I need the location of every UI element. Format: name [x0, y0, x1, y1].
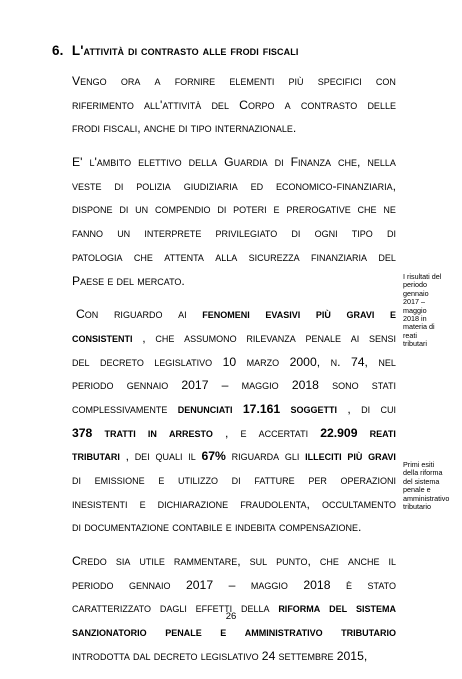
word: di: [217, 202, 227, 217]
word: in: [147, 425, 157, 440]
paragraph: [72, 70, 396, 141]
word: dal: [133, 648, 151, 663]
section-number: 6.: [52, 43, 64, 58]
word: legislativo: [154, 354, 213, 369]
word: elettivo: [138, 155, 182, 170]
word: decreto: [99, 354, 144, 369]
paragraph: [72, 550, 396, 668]
word: n.: [330, 354, 341, 369]
text-line: [72, 550, 396, 574]
word: 17.161: [242, 401, 281, 416]
word: quali: [155, 449, 183, 464]
word: di: [178, 121, 188, 136]
word: gravi: [346, 307, 375, 322]
word: di: [72, 473, 81, 487]
word: indebita: [234, 520, 276, 535]
word: ,: [224, 425, 229, 440]
word: elementi: [229, 74, 275, 88]
word: di: [119, 202, 129, 217]
word: 2017: [186, 577, 214, 592]
word: gravi: [368, 449, 396, 464]
word: ,: [347, 401, 351, 416]
word: gennaio: [126, 378, 169, 393]
word: settembre: [278, 648, 334, 663]
word: dispone: [72, 202, 113, 217]
word: maggio: [241, 378, 279, 393]
word: del: [378, 249, 396, 264]
word: periodo: [72, 378, 114, 393]
word: evasivi: [265, 307, 301, 322]
word: contabile: [172, 520, 223, 535]
word: l'ambito: [89, 155, 132, 170]
side-note-line: tributario: [403, 502, 431, 512]
word: nel: [378, 354, 396, 369]
word: inesistenti: [72, 496, 128, 511]
word: reati: [369, 425, 396, 440]
word: del: [116, 273, 135, 288]
side-note-reati-tributari: [403, 273, 461, 349]
side-note-line: maggio: [403, 305, 427, 315]
word: poteri: [233, 202, 267, 217]
word: dagli: [159, 601, 187, 616]
text-line: [72, 270, 396, 294]
word: ,: [125, 449, 129, 464]
word: ed: [250, 178, 264, 193]
word: Vengo: [72, 74, 107, 88]
text-line: [72, 493, 396, 517]
word: di: [291, 226, 301, 241]
word: è: [345, 577, 352, 592]
text-line: [72, 469, 396, 493]
word: di: [386, 226, 396, 241]
side-note-line: gennaio: [403, 288, 429, 298]
word: e: [225, 520, 232, 535]
word: accertati: [258, 425, 309, 440]
word: frodi: [72, 121, 100, 136]
page-number: 26: [225, 611, 237, 622]
word: ai: [178, 307, 187, 322]
word: tributario: [341, 625, 396, 640]
word: privilegiato: [215, 226, 278, 241]
word: 2015,: [336, 648, 368, 663]
word: giudiziaria: [183, 178, 238, 193]
word: di: [361, 401, 371, 416]
paragraph: [72, 151, 396, 293]
word: veste: [72, 178, 102, 193]
word: decreto: [153, 648, 198, 663]
word: sistema: [355, 601, 396, 616]
word: 2017: [181, 378, 209, 393]
word: e: [389, 307, 396, 322]
word: fenomeni: [202, 307, 250, 322]
word: patologia: [72, 249, 123, 264]
word: fanno: [72, 226, 104, 241]
word: di: [231, 473, 241, 487]
word: –: [221, 378, 229, 393]
word: compendio: [155, 202, 211, 217]
word: 67%: [201, 449, 226, 464]
side-note-line: materia di: [403, 322, 435, 332]
word: di: [274, 155, 284, 170]
word: effetti: [195, 601, 233, 616]
paragraph: [72, 303, 396, 540]
section-title: L'attività di contrasto alle frodi fiscali: [71, 43, 299, 58]
word: sul: [249, 554, 268, 569]
word: introdotta: [72, 648, 130, 663]
word: riguarda: [231, 449, 280, 464]
word: 22.909: [320, 425, 358, 440]
section-heading: [52, 43, 298, 58]
word: rilevanza: [246, 330, 296, 345]
word: denunciati: [177, 401, 233, 416]
word: per: [308, 473, 327, 487]
word: anche: [347, 554, 380, 569]
text-line: [72, 175, 396, 199]
text-line: [72, 516, 396, 540]
word: più: [347, 449, 363, 464]
word: 378: [72, 425, 93, 440]
text-line: [72, 374, 396, 398]
word: più: [288, 74, 304, 88]
word: del: [329, 601, 348, 616]
text-line: [72, 117, 396, 141]
word: contrasto: [300, 97, 358, 112]
word: caratterizzato: [72, 601, 152, 616]
word: economico-finanziaria,: [276, 178, 396, 193]
text-line: [72, 94, 396, 118]
word: specifici: [317, 74, 362, 88]
word: e: [240, 425, 247, 440]
word: e: [107, 273, 114, 288]
word: fatture: [254, 473, 295, 487]
word: ,: [142, 330, 146, 345]
word: soggetti: [290, 401, 338, 416]
word: tipo: [190, 121, 212, 136]
word: a: [154, 74, 161, 88]
word: ogni: [314, 226, 338, 241]
word: gennaio: [129, 577, 171, 592]
word: utile: [139, 554, 165, 569]
word: della: [188, 155, 218, 170]
word: compensazione.: [278, 520, 362, 535]
word: illeciti: [305, 449, 342, 464]
word: consistenti: [72, 330, 133, 345]
word: legislativo: [200, 648, 259, 663]
text-line: [72, 222, 396, 246]
word: ne: [383, 202, 396, 217]
word: Paese: [72, 273, 105, 288]
word: e: [273, 202, 280, 217]
word: periodo: [72, 577, 114, 592]
word: sicurezza: [248, 249, 300, 264]
side-note-line: penale e: [403, 485, 431, 495]
word: internazionale.: [214, 121, 297, 136]
word: penale: [165, 625, 202, 640]
word: di: [72, 520, 81, 535]
word: nella: [367, 155, 396, 170]
word: arresto: [169, 425, 213, 440]
word: mercato.: [137, 273, 185, 288]
word: il: [388, 554, 396, 569]
word: riforma: [278, 601, 321, 616]
side-note-line: 2018 in: [403, 314, 427, 324]
word: riferimento: [72, 97, 134, 112]
word: attenta: [164, 249, 204, 264]
word: prerogative: [286, 202, 351, 217]
word: Finanza: [290, 155, 332, 170]
word: operazioni: [340, 473, 396, 487]
side-note-line: del sistema: [403, 476, 440, 486]
word: tributari: [72, 449, 120, 464]
word: che,: [338, 155, 361, 170]
word: che: [319, 554, 339, 569]
word: e: [220, 625, 227, 640]
word: del: [72, 354, 90, 369]
side-note-line: reati: [403, 330, 417, 340]
word: che: [155, 330, 175, 345]
word: interprete: [144, 226, 202, 241]
word: Guardia: [224, 155, 268, 170]
word: marzo: [246, 354, 280, 369]
word: stati: [371, 378, 396, 393]
side-note-line: amministrativo: [403, 493, 450, 503]
word: del: [211, 97, 229, 112]
word: di: [114, 178, 124, 193]
side-note-line: I risultati del: [403, 272, 442, 281]
word: maggio: [250, 577, 288, 592]
word: della: [240, 601, 270, 616]
word: polizia: [136, 178, 171, 193]
word: tipo: [351, 226, 373, 241]
text-line: [72, 151, 396, 175]
word: e: [158, 473, 165, 487]
word: Credo: [72, 554, 107, 569]
word: sensi: [368, 330, 396, 345]
word: ora: [120, 74, 141, 88]
word: anche: [143, 121, 176, 136]
word: che: [133, 249, 153, 264]
word: sono: [332, 378, 359, 393]
word: fornire: [174, 74, 216, 88]
text-line: [72, 198, 396, 222]
word: un: [117, 226, 131, 241]
text-line: [72, 445, 396, 469]
word: fraudolenta,: [240, 496, 310, 511]
word: finanziaria: [311, 249, 368, 264]
word: complessivamente: [72, 401, 168, 416]
side-note-line: tributari: [403, 339, 427, 349]
side-note-line: periodo: [403, 280, 427, 290]
word: occultamento: [321, 496, 396, 511]
word: assumono: [184, 330, 237, 345]
word: e: [139, 496, 146, 511]
word: penale: [305, 330, 341, 345]
word: 2018: [303, 577, 331, 592]
word: il: [188, 449, 196, 464]
word: –: [228, 577, 236, 592]
word: a: [284, 97, 291, 112]
word: 74,: [350, 354, 368, 369]
word: documentazione: [84, 520, 170, 535]
word: all'attività: [144, 97, 202, 112]
word: alla: [215, 249, 238, 264]
word: cui: [380, 401, 396, 416]
side-note-line: della riforma: [403, 468, 443, 478]
word: delle: [367, 97, 396, 112]
word: amministrativo: [244, 625, 323, 640]
text-line: [72, 422, 396, 446]
text-line: [72, 246, 396, 270]
text-line: [72, 574, 396, 598]
word: dei: [134, 449, 150, 464]
text-line: [72, 621, 396, 645]
word: 10: [222, 354, 237, 369]
side-note-riforma: [403, 461, 461, 511]
word: rammentare,: [173, 554, 241, 569]
side-note-line: Primi esiti: [403, 460, 435, 469]
text-line: [72, 303, 396, 327]
text-line: [72, 70, 396, 94]
word: un: [135, 202, 149, 217]
side-note-line: 2017 –: [403, 297, 425, 307]
word: ai: [350, 330, 360, 345]
word: che: [357, 202, 377, 217]
word: dichiarazione: [157, 496, 229, 511]
text-line: [72, 645, 396, 669]
word: gli: [284, 449, 300, 464]
word: con: [375, 74, 396, 88]
word: sia: [115, 554, 131, 569]
word: più: [315, 307, 331, 322]
word: 2018: [291, 378, 319, 393]
word: emissione: [94, 473, 145, 487]
word: E': [72, 155, 83, 170]
word: tratti: [104, 425, 136, 440]
word: stato: [367, 577, 396, 592]
word: Con: [76, 307, 99, 322]
word: 2000,: [289, 354, 321, 369]
word: punto,: [276, 554, 311, 569]
text-line: [72, 327, 396, 351]
word: Corpo: [239, 97, 275, 112]
body-text: [72, 70, 396, 679]
text-line: [72, 398, 396, 422]
word: sanzionatorio: [72, 625, 147, 640]
word: fiscali,: [103, 121, 141, 136]
word: 24: [261, 648, 276, 663]
word: utilizzo: [178, 473, 218, 487]
text-line: [72, 351, 396, 375]
word: riguardo: [113, 307, 163, 322]
